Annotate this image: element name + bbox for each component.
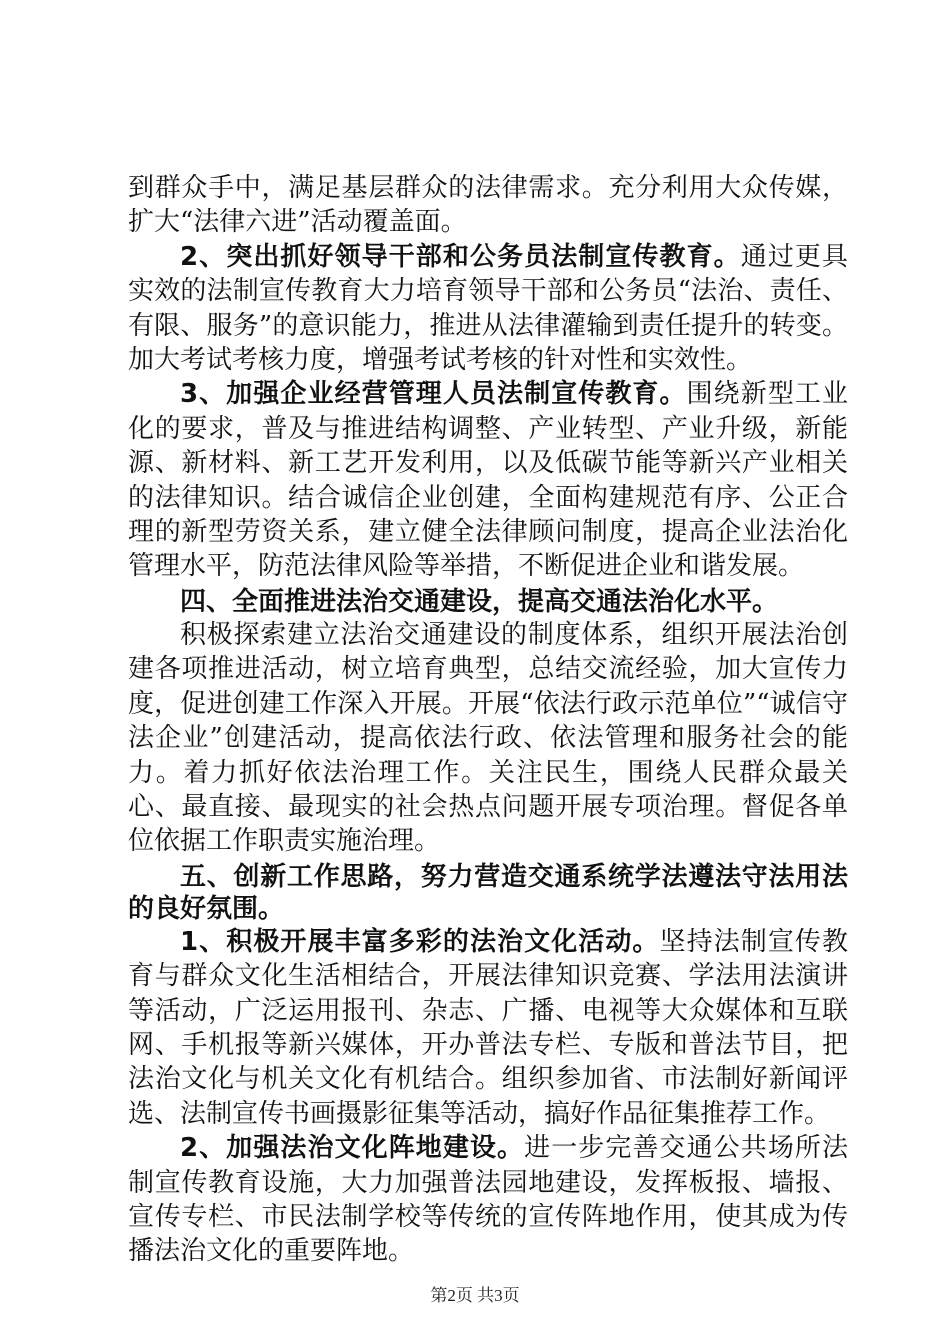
- paragraph-continuation: [128, 171, 848, 240]
- paragraph-text: 围绕新型工业化的要求，普及与推进结构调整、产业转型、产业升级，新能源、新材料、新工艺开发利用，以及低碳节能等新兴产业相关的法律知识。结合诚信企业创建，全面构建规范有序、公正合理的新型劳资关系，建立健全法律顾问制度，提高企业法治化管理水平，防范法律风险等举措，不断促进企业和谐发展。: [128, 379, 848, 582]
- paragraph-culture-base: [128, 1131, 848, 1269]
- paragraph-enterprise-education: [128, 377, 848, 583]
- paragraph-text: 积极探索建立法治交通建设的制度体系，组织开展法治创建各项推进活动，树立培育典型，总结交流经验，加大宣传力度，促进创建工作深入开展。开展“依法行政示范单位”“诚信守法企业”创建活动，提高依法行政、依法管理和服务社会的能力。着力抓好依法治理工作。关注民生，围绕人民群众最关心、最直接、最现实的社会热点问题开展专项治理。督促各单位依据工作职责实施治理。: [128, 619, 848, 857]
- paragraph-culture-activities: [128, 925, 848, 1131]
- paragraph-text: 坚持法制宣传教育与群众文化生活相结合，开展法律知识竞赛、学法用法演讲等活动，广泛运用报刊、杂志、广播、电视等大众媒体和互联网、手机报等新兴媒体，开办普法专栏、专版和普法节目，把法治文化与机关文化有机结合。组织参加省、市法制好新闻评选、法制宣传书画摄影征集等活动，搞好作品征集推荐工作。: [128, 926, 848, 1129]
- paragraph-rule-of-law-transport: [128, 618, 848, 859]
- page-footer: [0, 1281, 950, 1306]
- paragraph-lead: 1、积极开展丰富多彩的法治文化活动。: [180, 926, 660, 957]
- paragraph-text: 进一步完善交通公共场所法制宣传教育设施，大力加强普法园地建设，发挥板报、墙报、宣传专栏、市民法制学校等传统的宣传阵地作用，使其成为传播法治文化的重要阵地。: [128, 1133, 848, 1267]
- section-heading-4: 四、全面推进法治交通建设，提高交通法治化水平。: [180, 586, 779, 617]
- document-body: [128, 171, 848, 1269]
- paragraph-lead: 2、加强法治文化阵地建设。: [180, 1133, 525, 1164]
- paragraph-text: 到群众手中，满足基层群众的法律需求。充分利用大众传媒，扩大“法律六进”活动覆盖面。: [128, 173, 848, 238]
- paragraph-lead: 2、突出抓好领导干部和公务员法制宣传教育。: [180, 241, 741, 272]
- paragraph-text: 通过更具实效的法制宣传教育大力培育领导干部和公务员“法治、责任、有限、服务”的意识能力，推进从法律灌输到责任提升的转变。加大考试考核力度，增强考试考核的针对性和实效性。: [128, 241, 848, 376]
- paragraph-leader-education: [128, 240, 848, 378]
- paragraph-lead: 3、加强企业经营管理人员法制宣传教育。: [180, 379, 687, 410]
- section-heading-5: 五、创新工作思路，努力营造交通系统学法遵法守法用法的良好氛围。: [128, 861, 848, 924]
- page-number: 第2页 共3页: [430, 1286, 520, 1305]
